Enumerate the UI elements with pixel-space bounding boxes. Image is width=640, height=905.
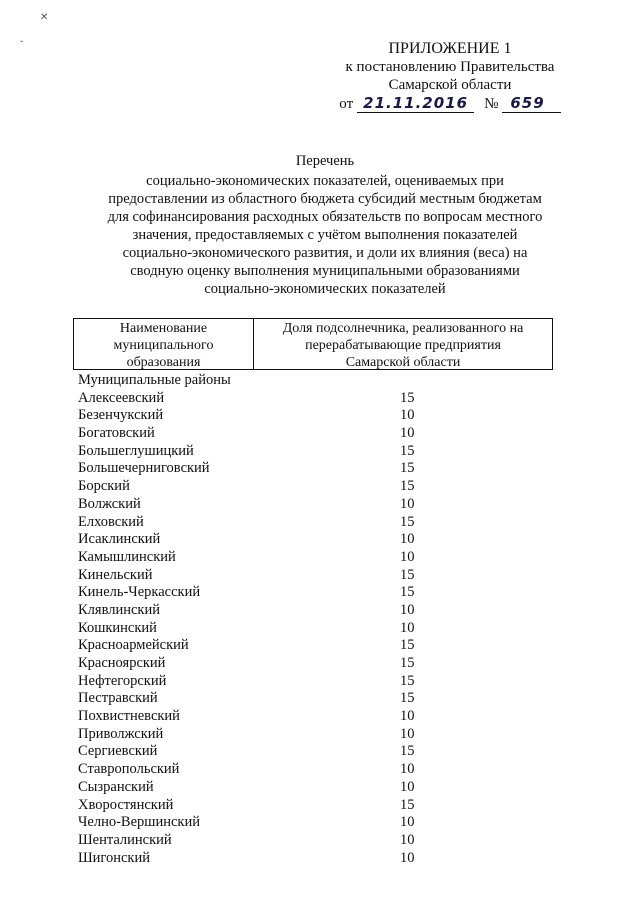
appendix-label: ПРИЛОЖЕНИЕ 1 [388,40,512,57]
municipality-name: Сергиевский [78,743,158,760]
share-value: 15 [400,566,415,583]
municipality-name: Красноармейский [78,637,189,654]
header-text: образования [126,355,201,370]
table-row [78,443,558,461]
column-header-municipality [74,319,254,369]
table-row [78,637,558,655]
share-value: 10 [400,849,415,866]
municipality-name: Борский [78,478,130,495]
table-row [78,761,558,779]
title-line: социально-экономического развития, и доли их влияния (веса) на [122,245,528,261]
header-text: Самарской области [345,355,461,370]
municipality-name: Кинельский [78,566,153,583]
table-row [78,531,558,549]
table-row [78,478,558,496]
municipality-name: Пестравский [78,690,158,707]
share-value: 10 [400,495,415,512]
share-value: 15 [400,655,415,671]
table-row [78,567,558,585]
title-line: социально-экономических показателей [204,281,446,297]
share-value: 15 [400,743,415,760]
title-line: сводную оценку выполнения муниципальными образованиями [130,263,520,279]
appendix-header [330,40,570,113]
share-value: 10 [400,531,415,548]
municipality-name: Елховский [78,513,144,530]
decree-line: к постановлению Правительства [345,59,555,75]
municipality-name: Хворостянский [78,796,174,813]
header-text: перерабатывающие предприятия [305,338,501,353]
header-text: муниципального [113,338,214,353]
share-value: 15 [400,442,415,459]
table-row [78,390,558,408]
title-heading: Перечень [295,153,355,169]
handwritten-number: 659 [502,94,560,113]
from-label: от [339,96,354,112]
table-row [78,832,558,850]
table-row [78,460,558,478]
municipality-name: Ставропольский [78,761,180,778]
header-text: Доля подсолнечника, реализованного на [282,321,524,336]
share-value: 15 [400,478,415,495]
share-value: 15 [400,460,415,477]
share-value: 15 [400,690,415,707]
table-row [78,814,558,832]
table-row [78,655,558,673]
municipality-name: Волжский [78,495,141,512]
municipality-name: Похвистневский [78,708,180,725]
municipality-name: Сызранский [78,778,154,795]
municipality-name: Челно-Вершинский [78,814,200,831]
municipality-name: Большечерниговский [78,460,210,477]
title-line: значения, предоставляемых с учётом выполнения показателей [132,227,518,243]
share-value: 10 [400,725,415,742]
table-row [78,779,558,797]
municipality-name: Богатовский [78,425,155,442]
region-line: Самарской области [388,77,512,93]
date-number-line [330,94,570,113]
share-value: 15 [400,513,415,530]
table-row [78,549,558,567]
municipality-name: Кинель-Черкасский [78,584,201,601]
share-value: 10 [400,708,415,725]
table-row [78,584,558,602]
table-row [78,602,558,620]
municipality-name: Шенталинский [78,831,172,848]
municipality-name: Кошкинский [78,619,157,636]
table-row [78,620,558,638]
municipality-name: Нефтегорский [78,672,167,689]
table-row [78,496,558,514]
table-row [78,743,558,761]
document-title [80,152,570,298]
number-label: № [484,96,499,112]
share-value: 10 [400,601,415,618]
column-header-sunflower-share [254,319,552,369]
municipality-name: Красноярский [78,655,166,671]
share-value: 10 [400,425,415,442]
share-value: 10 [400,548,415,565]
title-line: для софинансирования расходных обязательств по вопросам местного [107,209,543,225]
header-text: Наименование [119,321,208,336]
table-row [78,514,558,532]
municipality-name: Безенчукский [78,407,164,424]
municipality-name: Приволжский [78,725,164,742]
table-row [78,797,558,815]
table-body [78,372,558,867]
share-value: 15 [400,389,415,406]
share-value: 10 [400,814,415,831]
table-row [78,673,558,691]
share-value: 10 [400,831,415,848]
share-value: 10 [400,619,415,636]
table-row [78,708,558,726]
table-row [78,690,558,708]
municipality-name: Клявлинский [78,601,160,618]
table-row [78,850,558,868]
table-row [78,726,558,744]
corner-mark: ✕ [40,12,49,23]
municipality-name: Шигонский [78,849,150,866]
handwritten-date: 21.11.2016 [357,94,474,113]
table-header [73,318,553,370]
share-value: 10 [400,407,415,424]
table-row [78,425,558,443]
share-value: 15 [400,637,415,654]
share-value: 15 [400,672,415,689]
municipality-name: Большеглушицкий [78,442,194,459]
side-mark: ˇ [20,40,24,51]
table-row [78,407,558,425]
municipality-name: Исаклинский [78,531,161,548]
share-value: 15 [400,796,415,813]
title-line: социально-экономических показателей, оцениваемых при [146,173,504,189]
section-label: Муниципальные районы [78,372,231,388]
share-value: 10 [400,761,415,778]
municipality-name: Камышлинский [78,548,176,565]
municipality-name: Алексеевский [78,389,165,406]
share-value: 10 [400,778,415,795]
share-value: 15 [400,584,415,601]
title-line: предоставлении из областного бюджета субсидий местным бюджетам [108,191,542,207]
